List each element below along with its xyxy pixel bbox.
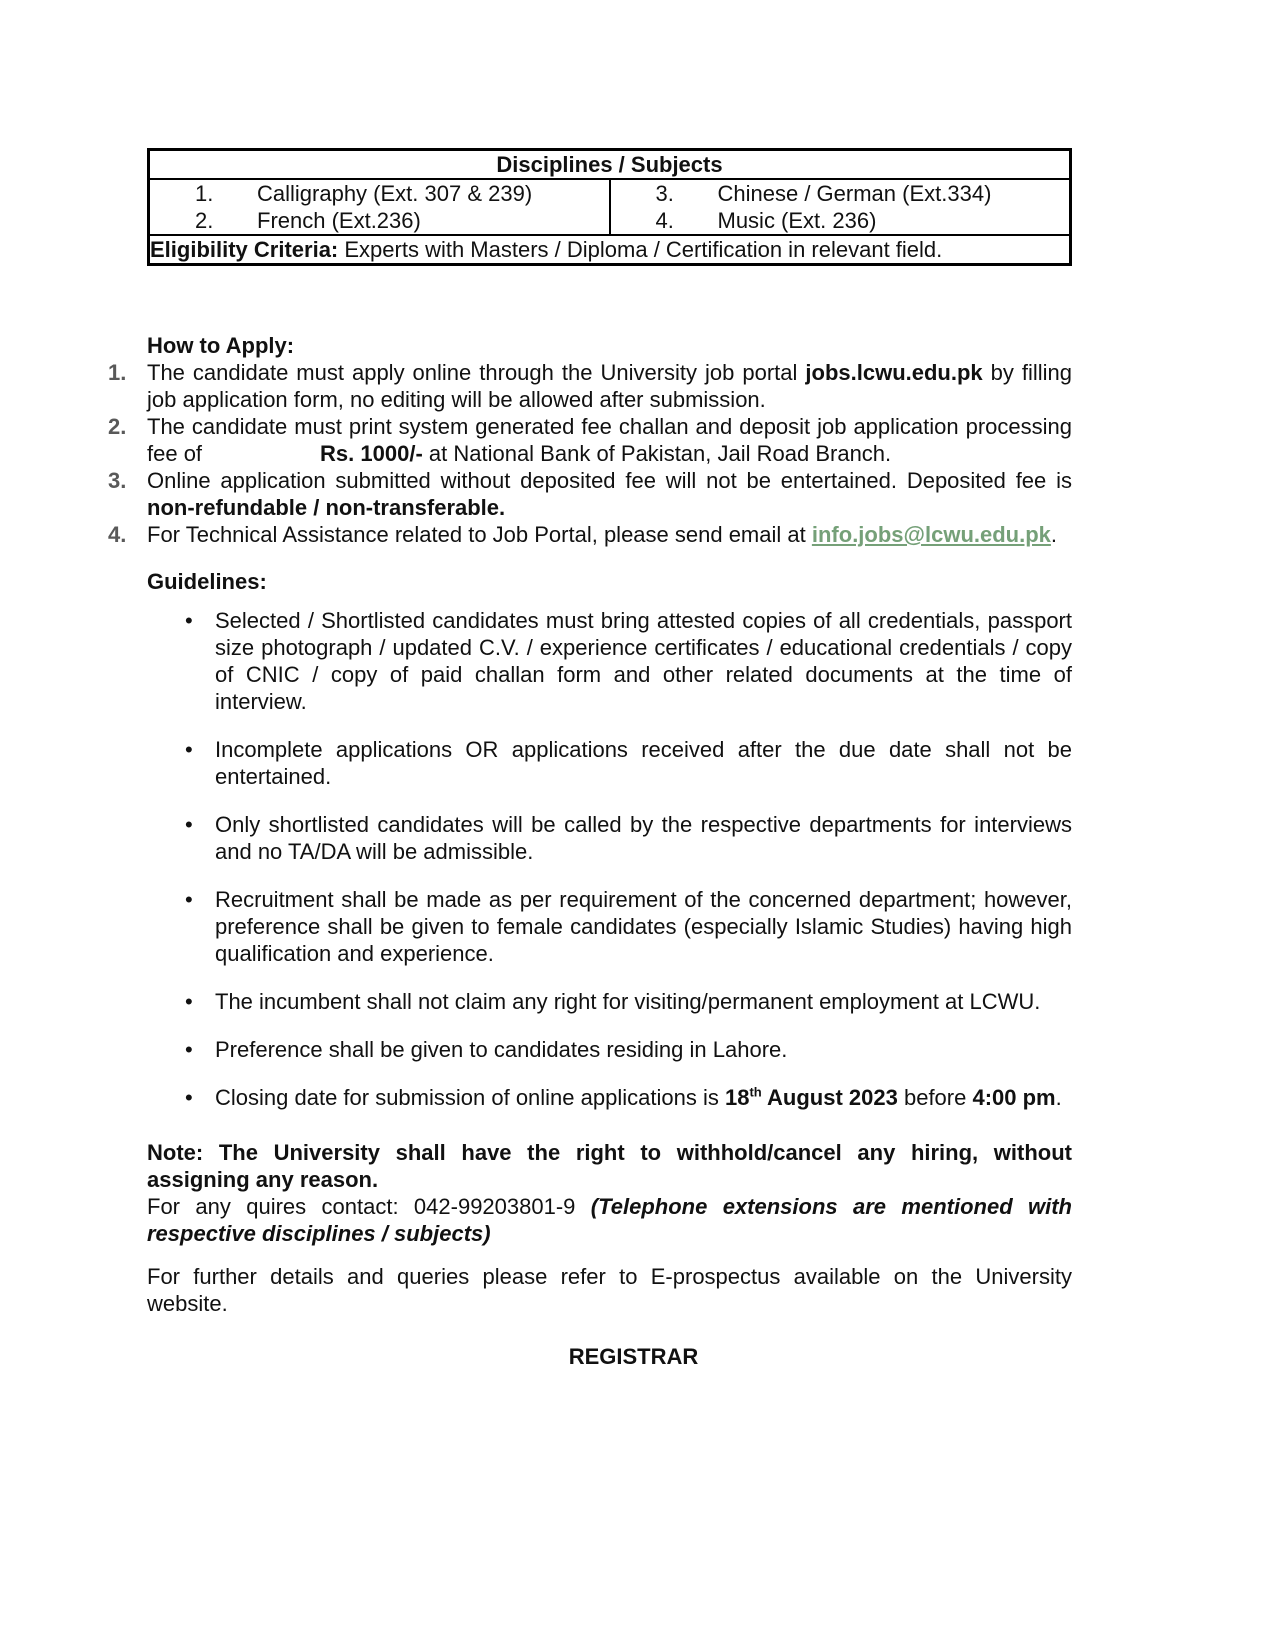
guideline-item	[185, 607, 1072, 715]
guideline-item	[185, 811, 1072, 865]
bullet-icon: •	[185, 608, 193, 633]
further-details-paragraph: For further details and queries please refer to E-prospectus available on the University website.	[147, 1264, 1072, 1316]
guideline-text: Closing date for submission of online applications is 18th August 2023 before 4:00 pm.	[215, 1084, 1062, 1110]
guideline-text: Only shortlisted candidates will be called by the respective departments for interviews and no TA/DA will be admissible.	[215, 812, 1072, 864]
contact-paragraph: For any quires contact: 042-99203801-9 (Telephone extensions are mentioned with respective disciplines / subjects)	[147, 1194, 1072, 1246]
note-paragraph: Note: The University shall have the right to withhold/cancel any hiring, without assigning any reason.	[147, 1140, 1072, 1192]
guideline-text: Recruitment shall be made as per requirement of the concerned department; however, preference shall be given to female candidates (especially Islamic Studies) having high qualification and experience.	[215, 887, 1072, 966]
guideline-item	[185, 1084, 1072, 1111]
discipline-name: Calligraphy (Ext. 307 & 239)	[257, 181, 533, 206]
discipline-row	[611, 180, 1070, 207]
how-to-apply-item	[108, 359, 1072, 413]
disciplines-left-cell	[149, 179, 610, 235]
disciplines-table	[147, 148, 1072, 266]
guideline-text: Incomplete applications OR applications received after the due date shall not be entertained.	[215, 737, 1072, 789]
disciplines-right-cell	[610, 179, 1071, 235]
note-section	[147, 1139, 1072, 1247]
guideline-item	[185, 988, 1072, 1015]
registrar-title: REGISTRAR	[568, 1344, 699, 1369]
how-to-apply-item	[108, 413, 1072, 467]
guideline-item	[185, 736, 1072, 790]
discipline-row	[150, 180, 609, 207]
eligibility-criteria-row: Eligibility Criteria: Experts with Masters / Diploma / Certification in relevant field.	[149, 235, 1071, 265]
how-to-apply-item	[108, 521, 1072, 548]
discipline-row	[611, 207, 1070, 234]
bullet-icon: •	[185, 989, 193, 1014]
discipline-name: Music (Ext. 236)	[717, 208, 877, 233]
guidelines-heading: Guidelines:	[147, 569, 267, 594]
guideline-item	[185, 886, 1072, 967]
bullet-icon: •	[185, 1037, 193, 1062]
how-to-apply-item	[108, 467, 1072, 521]
discipline-row	[150, 207, 609, 234]
item-number: 2.	[108, 414, 127, 439]
item-number: 3.	[108, 468, 127, 493]
how-to-apply-list	[108, 359, 1073, 548]
item-number: 1.	[108, 360, 127, 385]
discipline-name: French (Ext.236)	[257, 208, 421, 233]
discipline-name: Chinese / German (Ext.334)	[717, 181, 992, 206]
discipline-number: 1.	[195, 181, 214, 206]
guideline-text: Preference shall be given to candidates residing in Lahore.	[215, 1037, 788, 1062]
item-number: 4.	[108, 522, 127, 547]
guideline-text: Selected / Shortlisted candidates must bring attested copies of all credentials, passport size photograph / updated C.V. / experience certificates / educational credentials / copy of CNIC / copy of paid challan form and other related documents at the time of interview.	[215, 608, 1072, 714]
item-text: Online application submitted without deposited fee will not be entertained. Deposited fee is non-refundable / non-transferable.	[147, 468, 1072, 520]
bullet-icon: •	[185, 1085, 193, 1110]
item-text: For Technical Assistance related to Job Portal, please send email at info.jobs@lcwu.edu.pk.	[147, 522, 1058, 547]
guideline-item	[185, 1036, 1072, 1063]
bullet-icon: •	[185, 812, 193, 837]
item-text: The candidate must apply online through the University job portal jobs.lcwu.edu.pk by filling job application form, no editing will be allowed after submission.	[147, 360, 1073, 412]
discipline-number: 3.	[655, 181, 674, 206]
discipline-number: 4.	[655, 208, 674, 233]
bullet-icon: •	[185, 737, 193, 762]
item-text: The candidate must print system generated fee challan and deposit job application processing fee of Rs. 1000/- at National Bank of Pakistan, Jail Road Branch.	[147, 414, 1072, 466]
discipline-number: 2.	[195, 208, 214, 233]
guidelines-list	[147, 607, 1072, 1111]
bullet-icon: •	[185, 887, 193, 912]
how-to-apply-heading: How to Apply:	[147, 333, 295, 358]
disciplines-table-header: Disciplines / Subjects	[149, 150, 1071, 180]
email-link[interactable]: info.jobs@lcwu.edu.pk	[811, 522, 1051, 547]
guideline-text: The incumbent shall not claim any right for visiting/permanent employment at LCWU.	[215, 989, 1041, 1014]
